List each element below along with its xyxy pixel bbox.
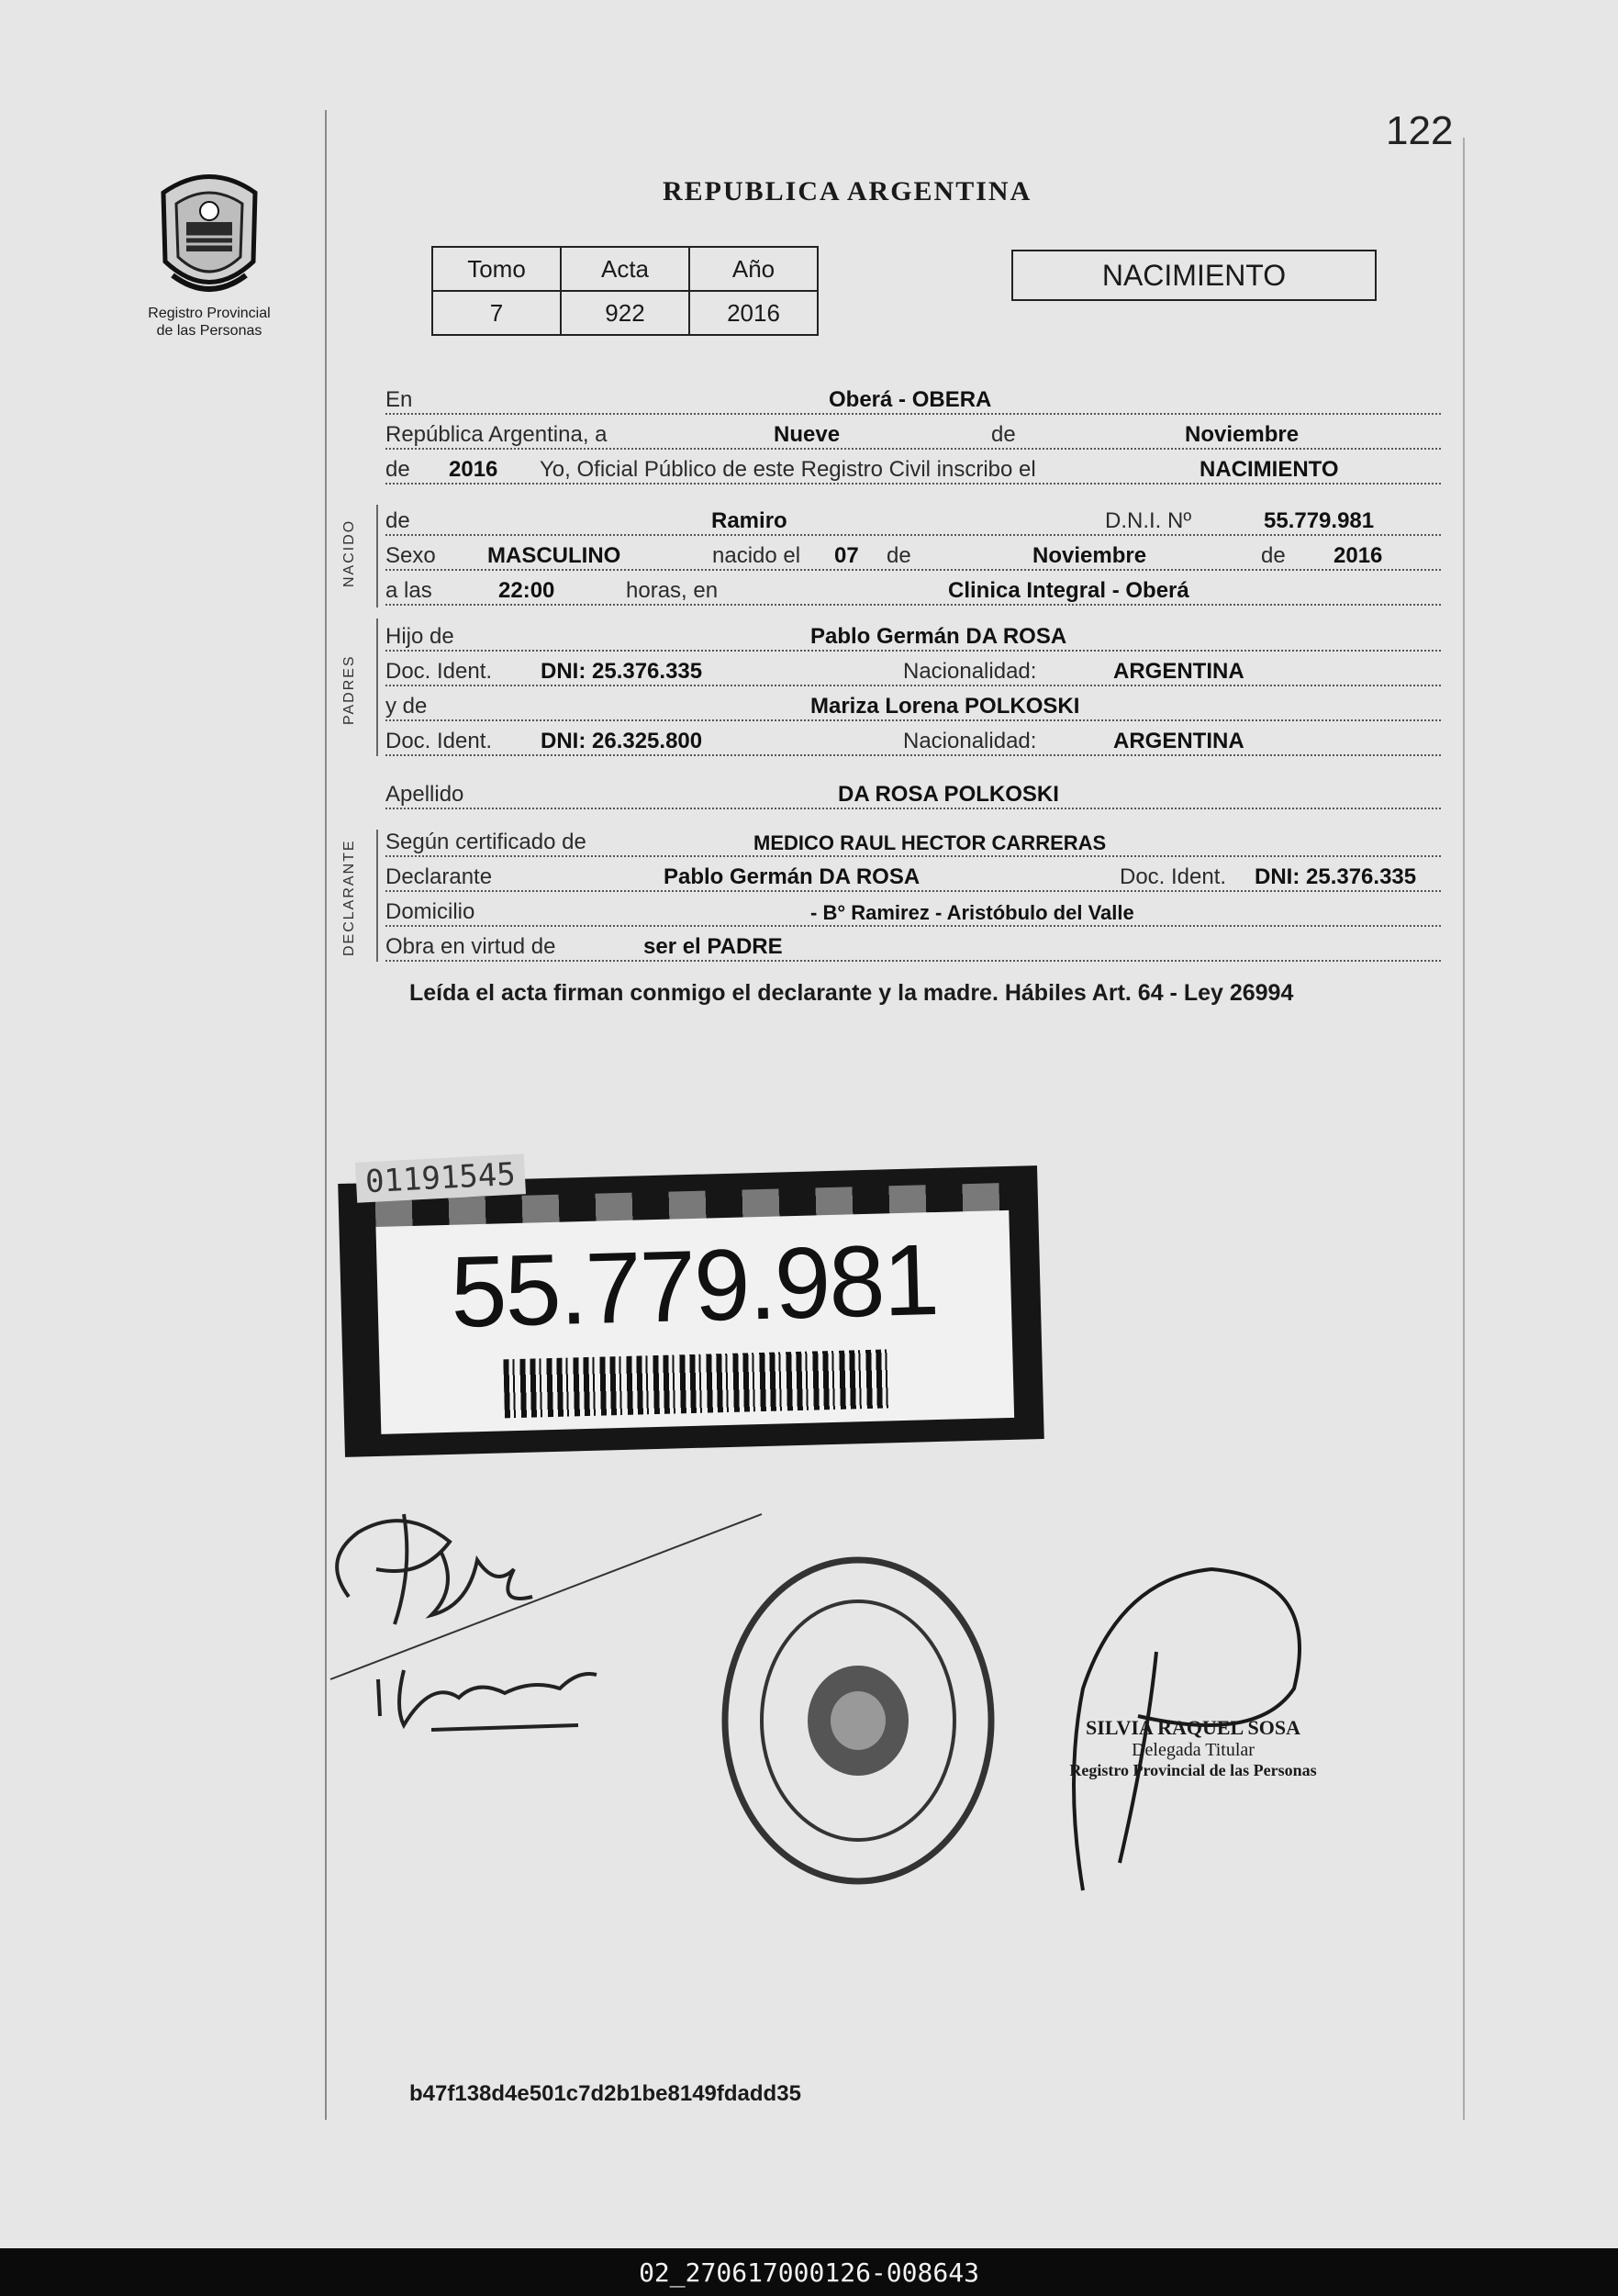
section-bracket (376, 505, 378, 607)
apellido-label: Apellido (385, 782, 467, 808)
day-value: Nueve (771, 422, 842, 448)
page-number: 122 (1386, 108, 1454, 153)
left-margin-line (325, 110, 327, 2120)
year-value: 2016 (446, 457, 500, 483)
de-label: de (385, 457, 414, 483)
official-organization: Registro Provincial de las Personas (1069, 1761, 1317, 1779)
dni-label: D.N.I. Nº (1105, 508, 1195, 534)
mother-signature (367, 1643, 661, 1753)
sticker-number: 55.779.981 (449, 1222, 940, 1349)
right-margin-line (1463, 138, 1465, 2120)
de-label: de (991, 422, 1020, 448)
record-table-header: Acta (561, 247, 689, 291)
section-label-padres: PADRES (341, 654, 357, 725)
logo-caption (127, 305, 292, 340)
en-label: En (385, 387, 416, 413)
birth-month-value: Noviembre (1030, 543, 1149, 569)
official-name: SILVIA RAQUEL SOSA (1086, 1716, 1300, 1739)
row-father-doc (385, 655, 1441, 688)
row-reason (385, 931, 1441, 964)
section-bracket (376, 830, 378, 962)
de-label: de (887, 543, 915, 569)
record-table (431, 246, 819, 336)
record-table-cell: 922 (561, 291, 689, 335)
official-role: Delegada Titular (1132, 1740, 1255, 1760)
child-name-value: Ramiro (709, 508, 790, 534)
record-table-header: Tomo (432, 247, 561, 291)
certificado-label: Según certificado de (385, 830, 590, 855)
inscribe-value: NACIMIENTO (1197, 457, 1342, 483)
sex-value: MASCULINO (485, 543, 623, 569)
registry-round-seal (716, 1551, 1000, 1890)
address-value: - B° Ramirez - Aristóbulo del Valle (808, 901, 1137, 925)
child-dni-value: 55.779.981 (1261, 508, 1377, 534)
record-table-header-row (432, 247, 818, 291)
sticker-card (375, 1210, 1014, 1434)
row-sex-birth (385, 540, 1441, 573)
barcode (503, 1349, 890, 1418)
serial-stamp: 01191545 (355, 1154, 526, 1203)
birth-place-value: Clinica Integral - Oberá (945, 578, 1192, 604)
scan-id: 02_270617000126-008643 (639, 2257, 979, 2288)
row-surname (385, 778, 1441, 811)
alas-label: a las (385, 578, 436, 604)
birth-time-value: 22:00 (496, 578, 557, 604)
sexo-label: Sexo (385, 543, 440, 569)
nacionalidad-label: Nacionalidad: (903, 729, 1040, 754)
domicilio-label: Domicilio (385, 899, 478, 925)
closing-statement: Leída el acta firman conmigo el declarante y la madre. Hábiles Art. 64 - Ley 26994 (409, 980, 1294, 1006)
declarant-doc-value: DNI: 25.376.335 (1252, 864, 1419, 890)
row-father (385, 620, 1441, 653)
republica-label: República Argentina, a (385, 422, 611, 448)
doc-label: Doc. Ident. (1120, 864, 1230, 890)
horas-label: horas, en (626, 578, 721, 604)
official-stamp (1055, 1716, 1331, 1780)
nacionalidad-label: Nacionalidad: (903, 659, 1040, 685)
surname-value: DA ROSA POLKOSKI (835, 782, 1062, 808)
record-table-cell: 2016 (689, 291, 818, 335)
row-address (385, 896, 1441, 929)
birth-day-value: 07 (831, 543, 862, 569)
nacido-label: nacido el (712, 543, 804, 569)
row-inscribe (385, 453, 1441, 486)
de-label: de (385, 508, 414, 534)
record-table-value-row (432, 291, 818, 335)
row-mother-doc (385, 725, 1441, 758)
month-value: Noviembre (1182, 422, 1301, 448)
row-time-place (385, 574, 1441, 607)
document-country-title: REPUBLICA ARGENTINA (663, 176, 1032, 206)
official-text: Yo, Oficial Público de este Registro Civil inscribo el (540, 457, 1040, 483)
provincial-seal-logo (145, 165, 273, 303)
logo-caption-line2: de las Personas (156, 323, 262, 339)
doc-label: Doc. Ident. (385, 729, 496, 754)
place-value: Oberá - OBERA (826, 387, 994, 413)
father-name-value: Pablo Germán DA ROSA (808, 624, 1069, 650)
certificate-value: MEDICO RAUL HECTOR CARRERAS (751, 831, 1109, 855)
section-label-declarante: DECLARANTE (341, 839, 357, 956)
logo-caption-line1: Registro Provincial (148, 306, 271, 321)
scan-footer (0, 2248, 1618, 2296)
row-name (385, 505, 1441, 538)
record-table-header: Año (689, 247, 818, 291)
father-doc-value: DNI: 25.376.335 (538, 659, 705, 685)
father-nationality-value: ARGENTINA (1110, 659, 1247, 685)
de-label: de (1261, 543, 1289, 569)
section-label-nacido: NACIDO (341, 518, 357, 587)
record-table-cell: 7 (432, 291, 561, 335)
dni-sticker (338, 1165, 1044, 1457)
doc-label: Doc. Ident. (385, 659, 496, 685)
obra-label: Obra en virtud de (385, 934, 559, 960)
row-mother (385, 690, 1441, 723)
yde-label: y de (385, 694, 430, 719)
row-date (385, 418, 1441, 451)
row-declarant (385, 861, 1441, 894)
hijo-label: Hijo de (385, 624, 458, 650)
mother-nationality-value: ARGENTINA (1110, 729, 1247, 754)
document-hash: b47f138d4e501c7d2b1be8149fdadd35 (409, 2081, 801, 2106)
mother-name-value: Mariza Lorena POLKOSKI (808, 694, 1082, 719)
birth-year-value: 2016 (1331, 543, 1385, 569)
mother-doc-value: DNI: 26.325.800 (538, 729, 705, 754)
declarant-name-value: Pablo Germán DA ROSA (661, 864, 922, 890)
record-type-box: NACIMIENTO (1011, 250, 1377, 301)
row-place (385, 384, 1441, 417)
row-certificate (385, 826, 1441, 859)
declarante-label: Declarante (385, 864, 496, 890)
reason-value: ser el PADRE (641, 934, 786, 960)
section-bracket (376, 619, 378, 756)
